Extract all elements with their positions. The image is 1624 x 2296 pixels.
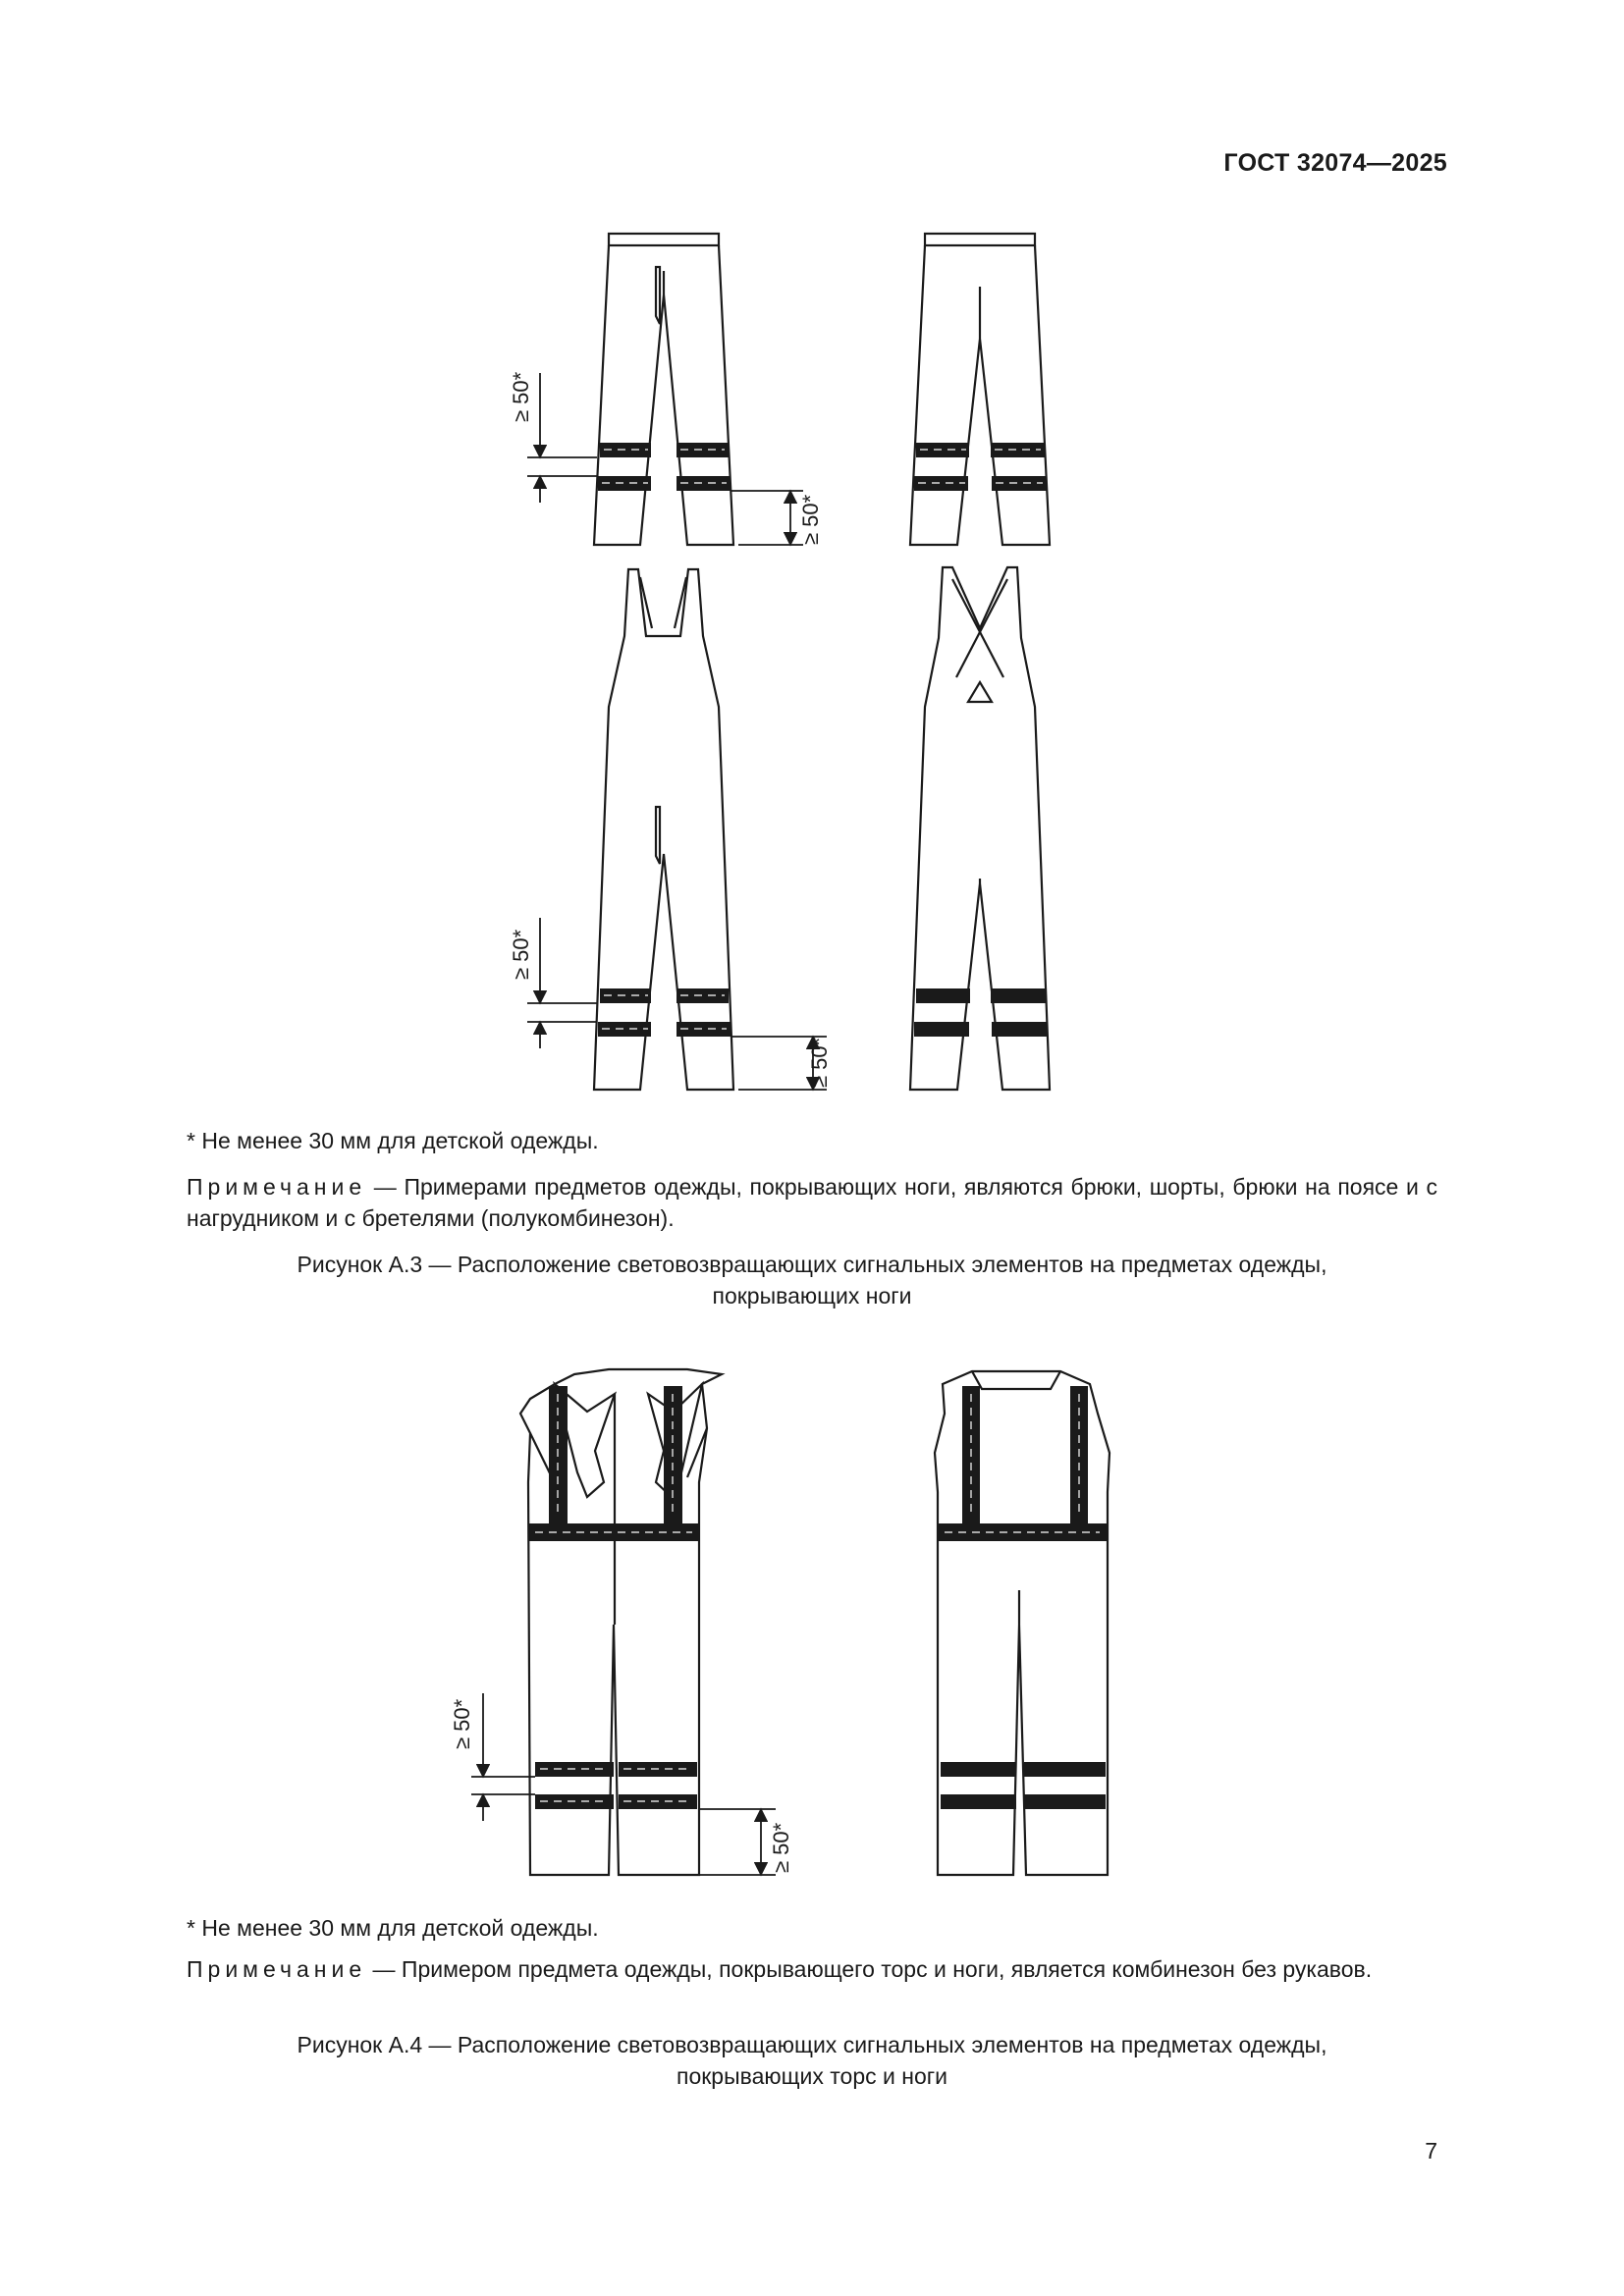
trousers-back	[910, 234, 1050, 545]
dim-label-bib-hem: ≥ 50*	[807, 1037, 832, 1088]
note-word: Примечание	[187, 1956, 367, 1982]
figure-a4-note	[187, 1953, 1437, 1985]
note-word: Примечание	[187, 1174, 367, 1200]
note-text: — Примерами предметов одежды, покрывающих ноги, являются брюки, шорты, брюки на поясе и с нагрудником и с бретелями (полукомбинезон).	[187, 1174, 1437, 1231]
trousers-front	[594, 234, 733, 545]
figure-a4-footnote: * Не менее 30 мм для детской одежды.	[187, 1915, 599, 1941]
figure-a4-caption-line2: покрывающих торс и ноги	[676, 2063, 947, 2089]
dim-label-front-bib: ≥ 50*	[509, 929, 533, 980]
figure-a3-footnote: * Не менее 30 мм для детской одежды.	[187, 1128, 599, 1153]
figure-a3-caption-line2: покрывающих ноги	[712, 1283, 912, 1308]
dim-label-front-trousers: ≥ 50*	[509, 371, 533, 422]
dim-label-coverall-left: ≥ 50*	[450, 1698, 474, 1749]
dim-label-coverall-hem: ≥ 50*	[769, 1822, 793, 1873]
retroreflective-bands-a3	[598, 443, 1048, 1037]
figure-a3-drawing	[0, 206, 1624, 1109]
figure-a4-drawing	[0, 1355, 1624, 1904]
dim-label-trousers-hem: ≥ 50*	[798, 494, 823, 545]
bib-overalls-back	[910, 567, 1050, 1090]
standard-code-header: ГОСТ 32074—2025	[1223, 149, 1447, 177]
note-text: — Примером предмета одежды, покрывающего торс и ноги, является комбинезон без рукавов.	[366, 1956, 1373, 1982]
figure-a3-caption-line1: Рисунок А.3 — Расположение световозвращающих сигнальных элементов на предметах одежды,	[297, 1252, 1327, 1277]
figure-a3-note	[187, 1171, 1437, 1234]
dimension-lines-a4	[471, 1693, 776, 1875]
page-number: 7	[1425, 2138, 1437, 2163]
bib-overalls-front	[594, 569, 733, 1090]
figure-a4-caption-line1: Рисунок А.4 — Расположение световозвращающих сигнальных элементов на предметах одежды,	[297, 2032, 1327, 2057]
